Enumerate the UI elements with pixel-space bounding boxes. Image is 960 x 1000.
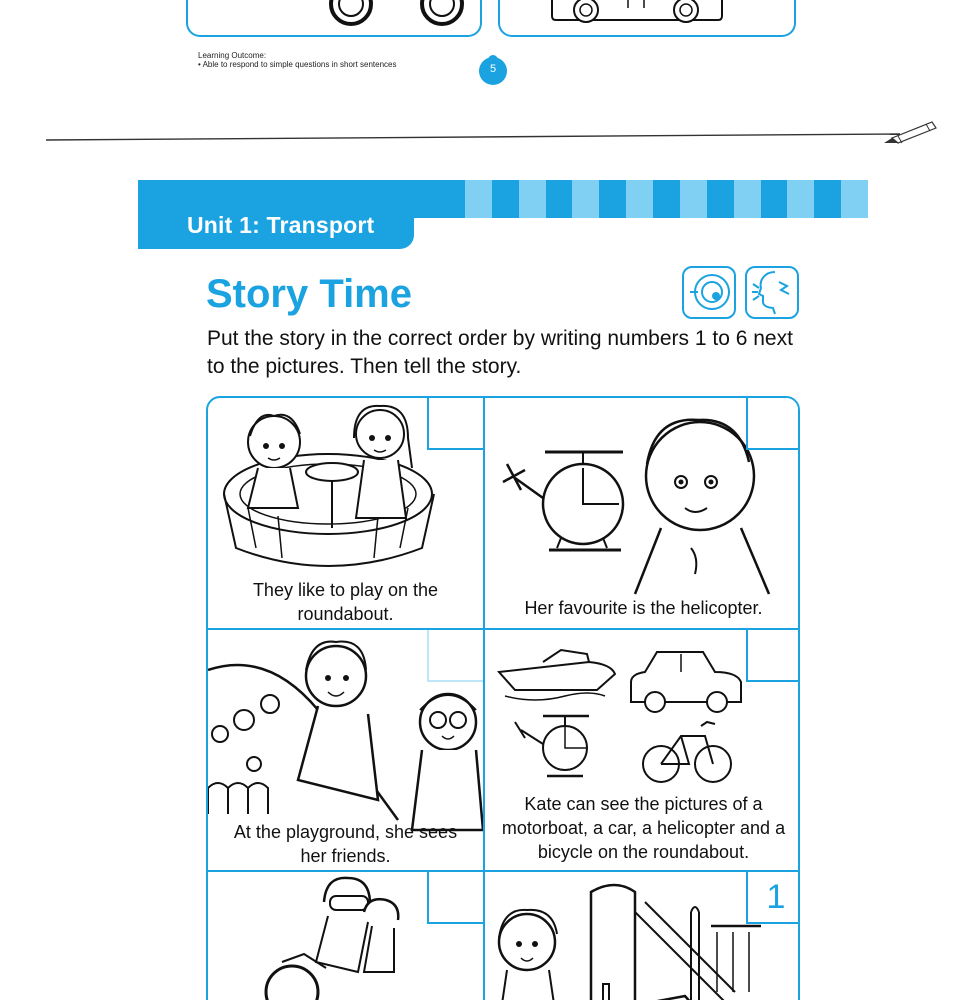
learning-outcome-heading: Learning Outcome: [198, 51, 267, 60]
learning-outcome-item: • Able to respond to simple questions in short sentences [198, 60, 397, 69]
activity-instructions: Put the story in the correct order by writing numbers 1 to 6 next to the pictures. Then tell the story. [207, 327, 793, 378]
motorboat-drawing [499, 650, 615, 700]
learning-outcome [198, 51, 478, 69]
page-divider-line [0, 112, 960, 152]
caption-playground: At the playground, she sees her friends. [233, 822, 458, 866]
story-panel-helicopter [485, 398, 800, 628]
story-grid [206, 396, 800, 1000]
number-box-park[interactable] [746, 872, 800, 924]
pencil-icon [884, 122, 936, 143]
story-panel-roundabout [208, 398, 483, 628]
page-number-badge [476, 54, 510, 86]
story-panel-motorcycle [208, 872, 483, 1000]
panel-number: 1 [766, 878, 786, 916]
page-number: 5 [489, 63, 497, 75]
story-panel-playground [208, 630, 483, 870]
unit-banner-pattern [438, 180, 868, 218]
story-panel-pictures [485, 630, 800, 870]
number-box-playground[interactable] [427, 630, 483, 682]
number-box-pictures[interactable] [746, 630, 800, 682]
speaking-icon [745, 266, 799, 319]
number-box-roundabout[interactable] [427, 398, 483, 450]
listening-icon [682, 266, 736, 319]
unit-title: Unit 1: Transport [187, 212, 375, 238]
helicopter-drawing [515, 716, 589, 776]
activity-title: Story Time [206, 272, 412, 316]
previous-page-picture-box-right [498, 0, 796, 37]
story-panel-park [485, 872, 800, 1000]
caption-roundabout: They like to play on the roundabout. [252, 580, 439, 624]
car-drawing [631, 652, 741, 712]
caption-pictures: Kate can see the pictures of a motorboat, a car, a helicopter and a bicycle on the roundabout. [501, 794, 786, 862]
bicycle-drawing [643, 722, 731, 782]
caption-helicopter: Her favourite is the helicopter. [524, 598, 763, 618]
previous-page-picture-box-left [186, 0, 482, 37]
car-drawing [500, 0, 796, 37]
number-box-motorcycle[interactable] [427, 872, 483, 924]
wheels-drawing [188, 0, 482, 37]
number-box-helicopter[interactable] [746, 398, 800, 450]
